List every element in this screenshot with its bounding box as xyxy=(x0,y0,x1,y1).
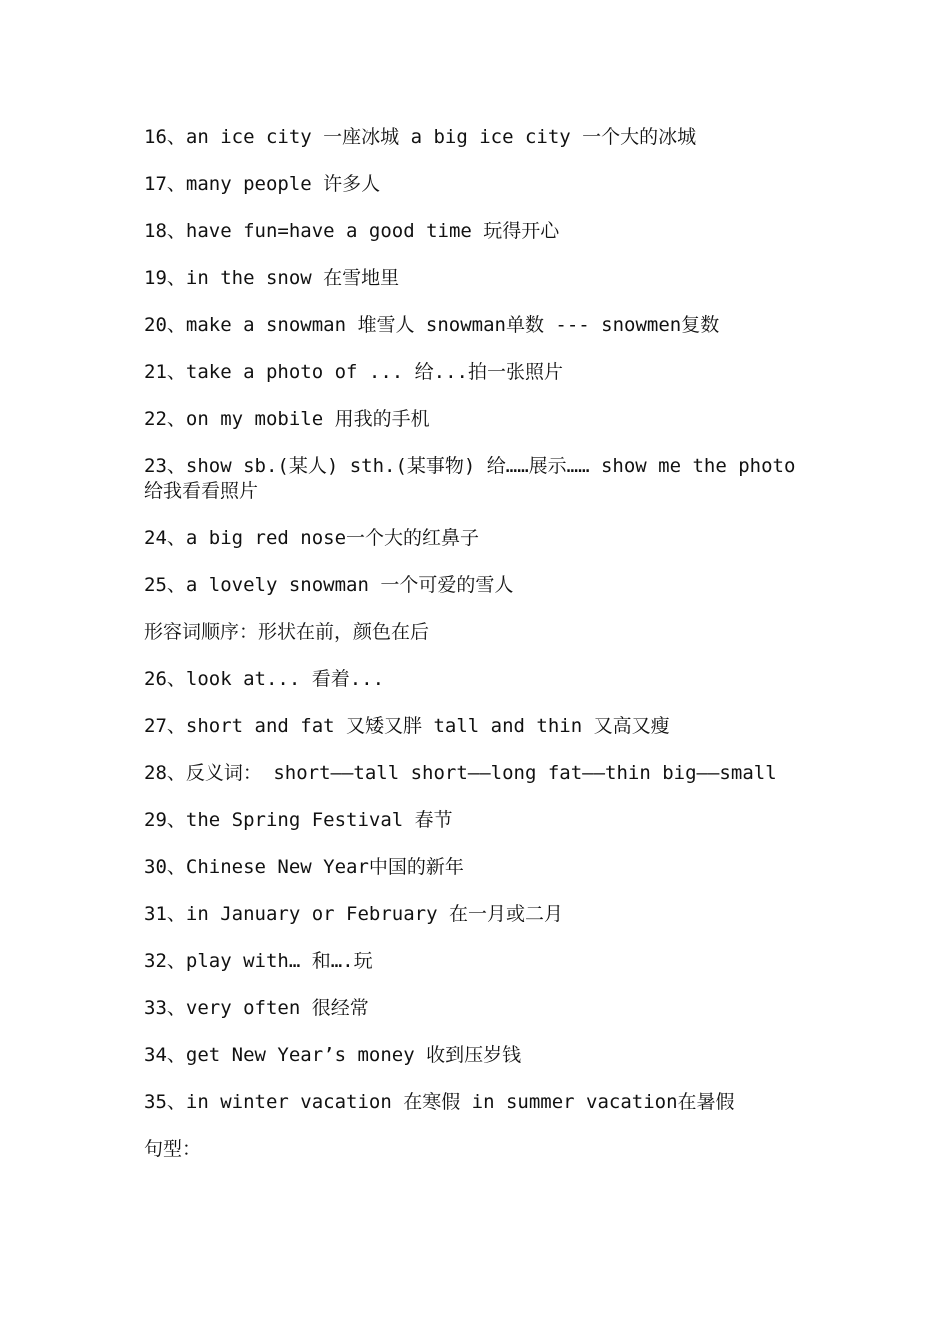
list-item: 25、a lovely snowman 一个可爱的雪人 xyxy=(144,574,514,596)
list-item: 24、a big red nose一个大的红鼻子 xyxy=(144,527,480,549)
list-item: 30、Chinese New Year中国的新年 xyxy=(144,856,464,878)
list-item: 21、take a photo of ... 给...拍一张照片 xyxy=(144,361,563,383)
list-item: 18、have fun=have a good time 玩得开心 xyxy=(144,220,560,242)
list-item: 16、an ice city 一座冰城 a big ice city 一个大的冰城 xyxy=(144,126,697,148)
section-heading: 句型： xyxy=(144,1138,202,1160)
list-item: 31、in January or February 在一月或二月 xyxy=(144,903,563,925)
list-item: 26、look at... 看着... xyxy=(144,668,385,690)
list-item: 28、反义词： short——tall short——long fat——thin big——small xyxy=(144,762,777,784)
list-item: 22、on my mobile 用我的手机 xyxy=(144,408,430,430)
list-item: 17、many people 许多人 xyxy=(144,173,381,195)
list-item: 23、show sb.(某人) sth.(某事物) 给……展示…… show me the photo 给我看看照片 xyxy=(144,455,807,502)
note-text: 形容词顺序：形状在前，颜色在后 xyxy=(144,621,430,643)
list-item: 35、in winter vacation 在寒假 in summer vacation在暑假 xyxy=(144,1091,735,1113)
list-item: 19、in the snow 在雪地里 xyxy=(144,267,400,289)
list-item: 32、play with… 和….玩 xyxy=(144,950,373,972)
vocabulary-list xyxy=(144,125,807,1184)
list-item: 29、the Spring Festival 春节 xyxy=(144,809,453,831)
list-item: 34、get New Year’s money 收到压岁钱 xyxy=(144,1044,522,1066)
list-item: 20、make a snowman 堆雪人 snowman单数 --- snowmen复数 xyxy=(144,314,720,336)
list-item: 27、short and fat 又矮又胖 tall and thin 又高又瘦 xyxy=(144,715,670,737)
list-item: 33、very often 很经常 xyxy=(144,997,369,1019)
